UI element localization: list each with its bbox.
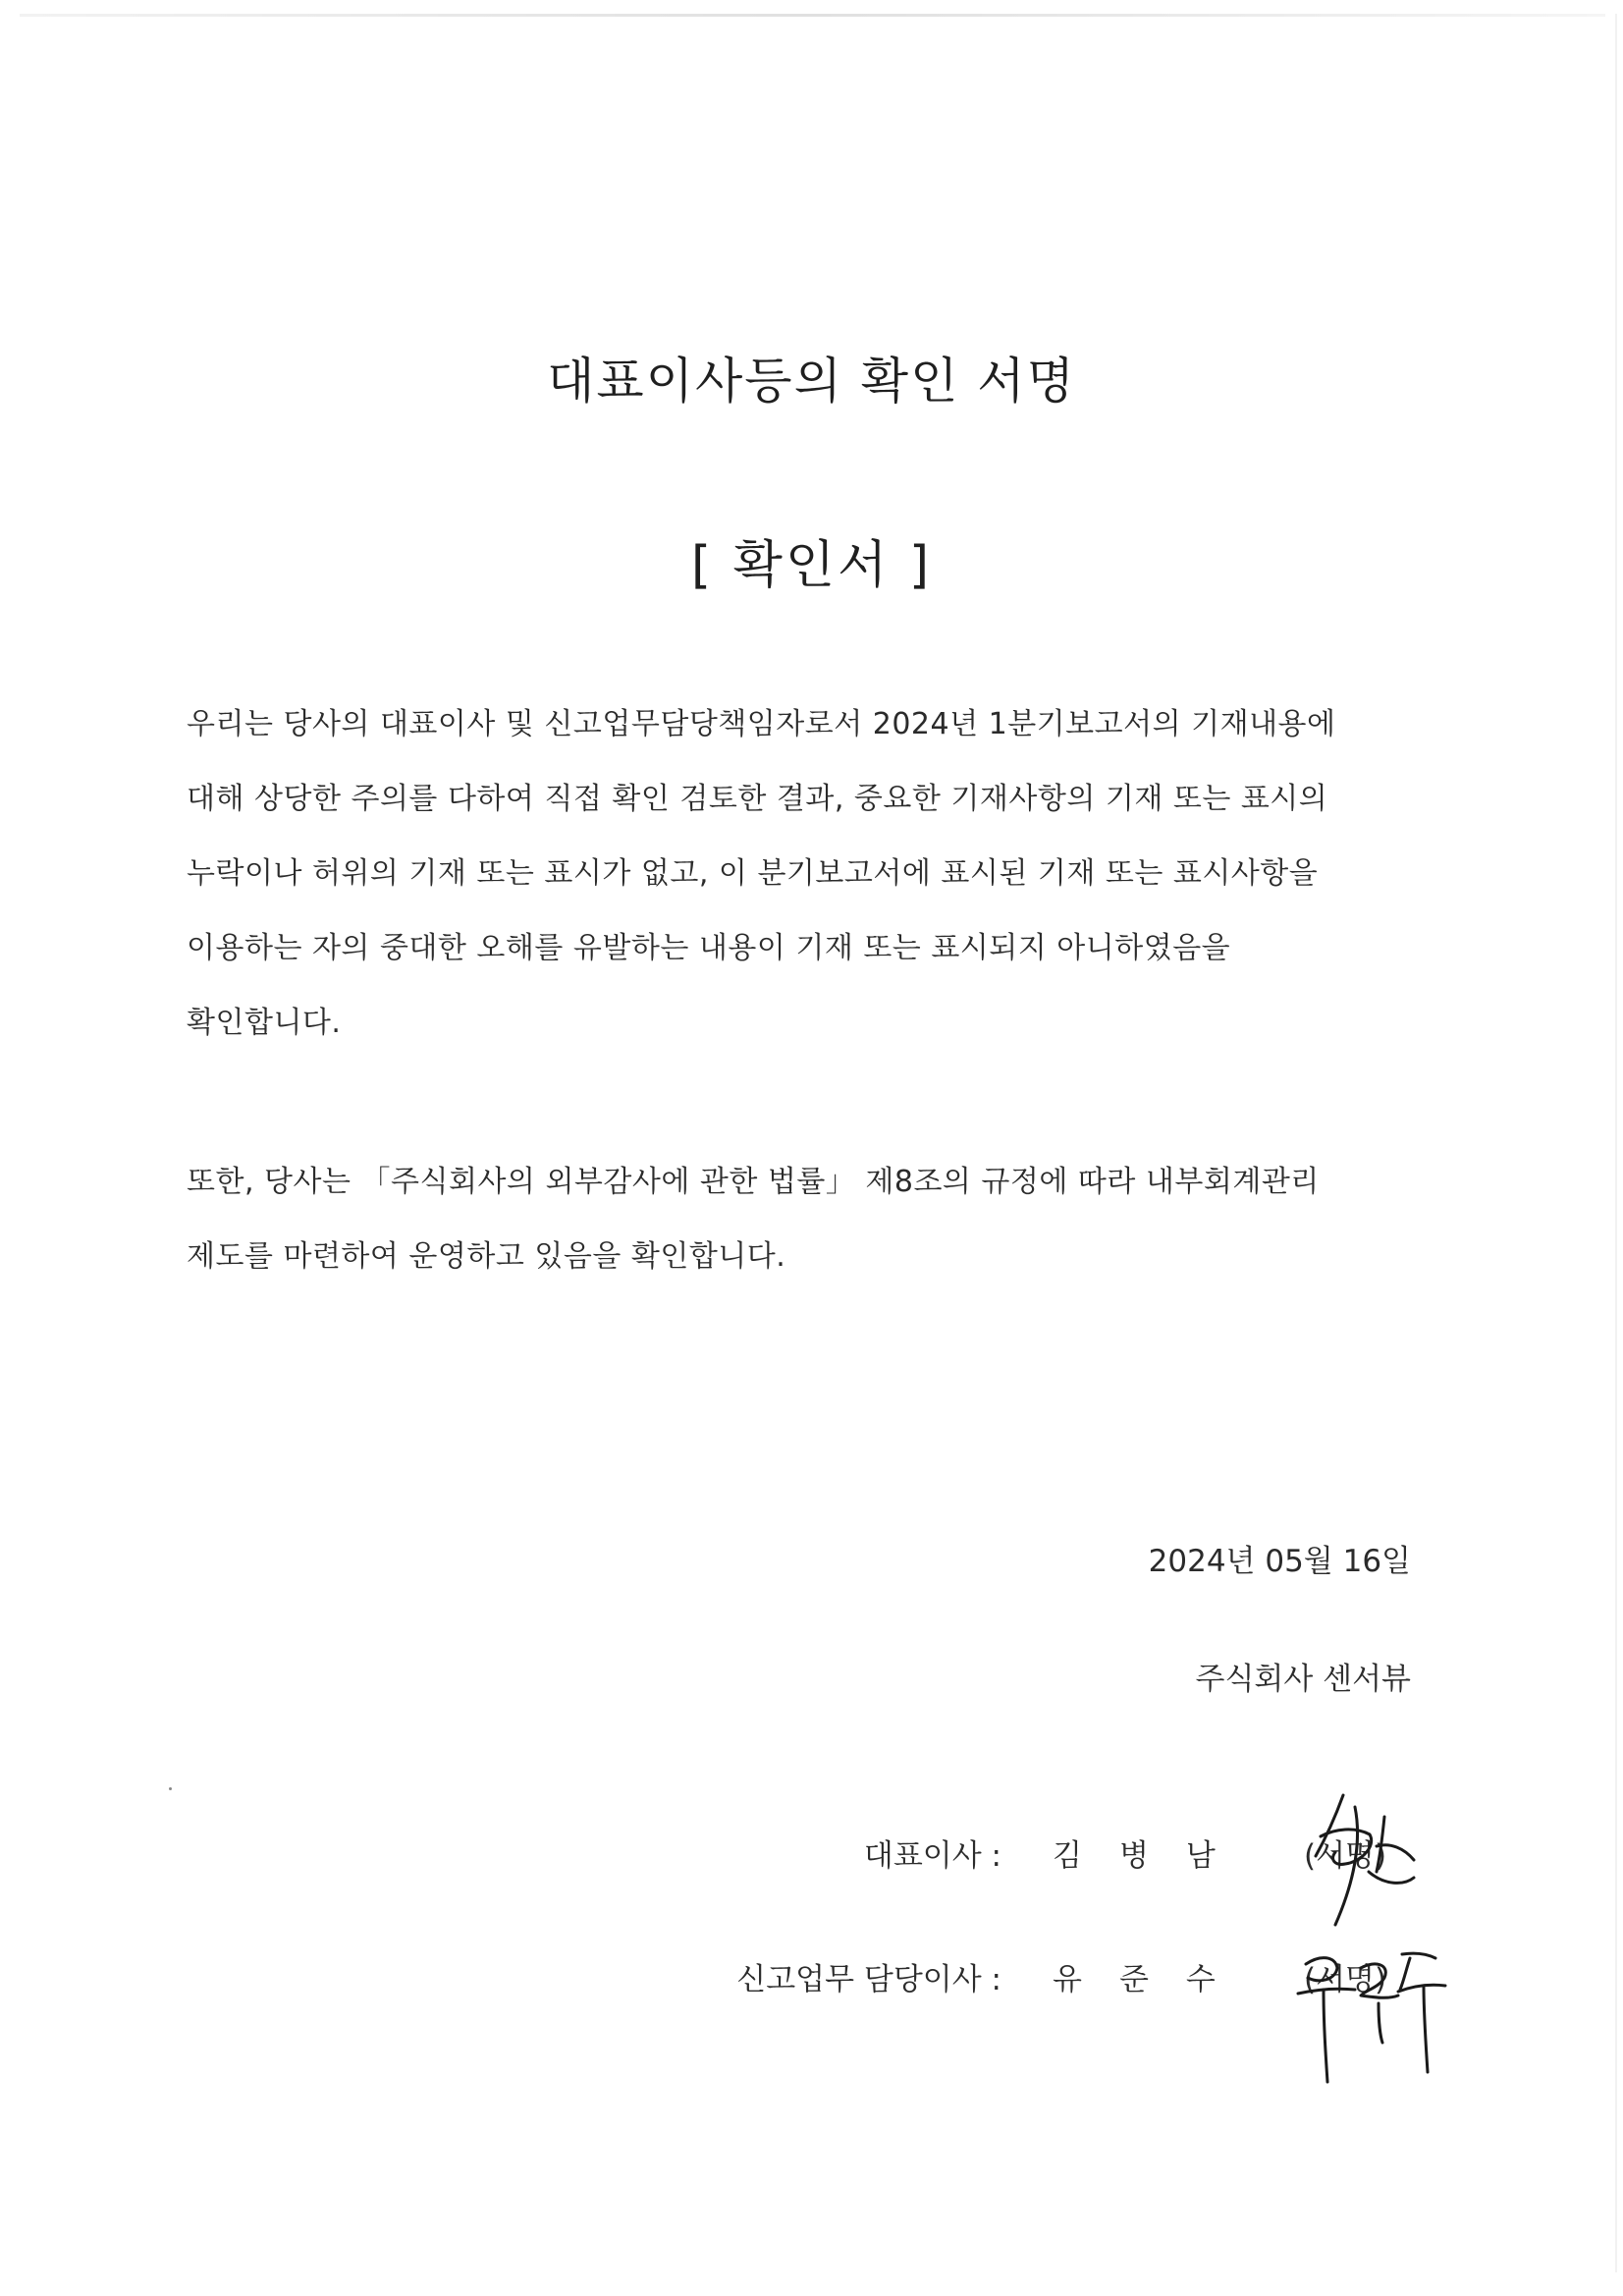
- scan-edge-top: [20, 14, 1605, 17]
- ceo-name: 김병남: [1053, 1838, 1253, 1874]
- paragraph-line: 또한, 당사는 「주식회사의 외부감사에 관한 법률」 제8조의 규정에 따라 내부회계관리: [187, 1165, 1320, 1199]
- paragraph-line: 우리는 당사의 대표이사 및 신고업무담당책임자로서 2024년 1분기보고서의 기재내용에: [187, 707, 1336, 741]
- paragraph-line: 대해 상당한 주의를 다하여 직접 확인 검토한 결과, 중요한 기재사항의 기재 또는 표시의: [187, 782, 1328, 816]
- reporting-director-name: 유준수: [1053, 1962, 1253, 1997]
- confirmation-paragraph: [187, 705, 1434, 1078]
- document-date: 2024년 05월 16일: [1148, 1544, 1411, 1579]
- document-title: 대표이사등의 확인 서명: [547, 353, 1076, 410]
- ceo-role-label: 대표이사 :: [863, 1838, 1001, 1874]
- internal-control-paragraph: [187, 1163, 1434, 1312]
- document-subtitle: [ 확인서 ]: [690, 536, 933, 595]
- ceo-signature-mark: (서명): [1304, 1838, 1387, 1874]
- scan-speck: [169, 1787, 172, 1790]
- paragraph-line: 제도를 마련하여 운영하고 있음을 확인합니다.: [187, 1239, 786, 1274]
- paragraph-line: 확인합니다.: [187, 1006, 342, 1040]
- reporting-director-signature-mark: (서명): [1304, 1962, 1387, 1997]
- company-name: 주식회사 센서뷰: [1195, 1662, 1411, 1697]
- reporting-director-role-label: 신고업무 담당이사 :: [736, 1962, 1001, 1997]
- paragraph-line: 이용하는 자의 중대한 오해를 유발하는 내용이 기재 또는 표시되지 아니하였음을: [187, 931, 1231, 965]
- paragraph-line: 누락이나 허위의 기재 또는 표시가 없고, 이 분기보고서에 표시된 기재 또는 표시사항을: [187, 856, 1319, 891]
- reporting-director-handwritten-signature: [1276, 1925, 1473, 2092]
